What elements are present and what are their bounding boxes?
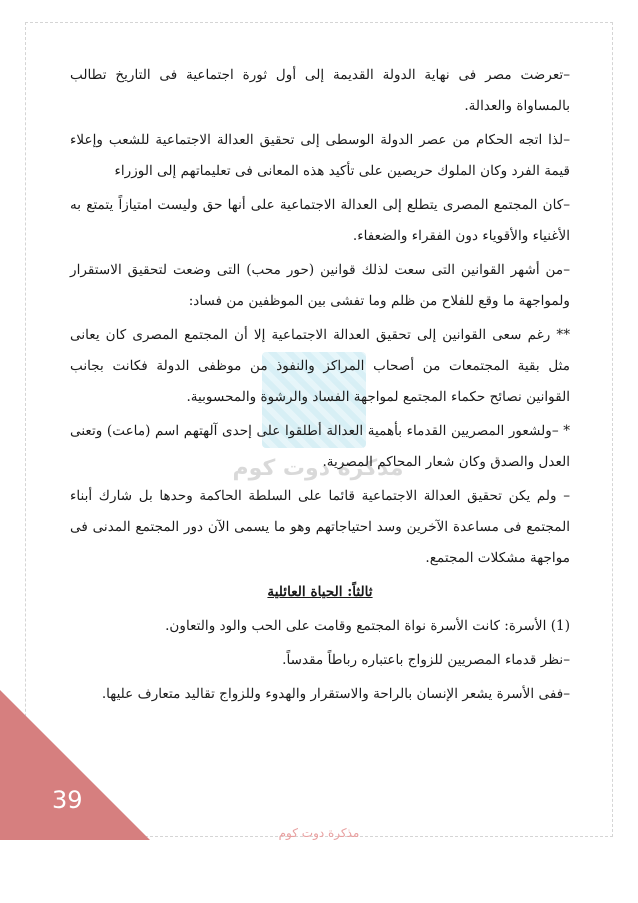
- paragraph: –من أشهر القوانين التى سعت لذلك قوانين (حور محب) التى وضعت لتحقيق الاستقرار ولمواجهة ما وقع للفلاح من ظلم وما تفشى بين الموظفين من فساد:: [70, 262, 570, 309]
- paragraph: –لذا اتجه الحكام من عصر الدولة الوسطى إلى تحقيق العدالة الاجتماعية للشعب وإعلاء قيمة الفرد وكان الملوك حريصين على تأكيد هذه المعانى فى تعليماتهم إلى الوزراء: [70, 132, 570, 179]
- paragraph: –كان المجتمع المصرى يتطلع إلى العدالة الاجتماعية على أنها حق وليست امتيازاً يتمتع به الأغنياء والأقوياء دون الفقراء والضعفاء.: [70, 197, 570, 244]
- paragraph: * –ولشعور المصريين القدماء بأهمية العدالة أطلقوا على إحدى آلهتهم اسم (ماعت) وتعنى العدل والصدق وكان شعار المحاكم المصرية.: [70, 423, 570, 470]
- watermark-text: مذكرة دوت كوم: [232, 456, 404, 481]
- section-heading: ثالثاً: الحياة العائلية: [267, 584, 373, 600]
- page-number: 39: [52, 786, 83, 814]
- family-paragraph: (1) الأسرة: كانت الأسرة نواة المجتمع وقامت على الحب والود والتعاون.: [165, 618, 570, 634]
- paragraph: – ولم يكن تحقيق العدالة الاجتماعية قائما على السلطة الحاكمة وحدها بل شارك أبناء المجتمع فى مساعدة الآخرين وسد احتياجاتهم وهو ما يسمى الآن دور المجتمع المدنى فى مواجهة مشكلات المجتمع.: [70, 488, 570, 566]
- paragraph: ** رغم سعى القوانين إلى تحقيق العدالة الاجتماعية إلا أن المجتمع المصرى كان يعانى مثل بقية المجتمعات من أصحاب المراكز والنفوذ من موظفى الدولة فكانت بجانب القوانين نصائح حكماء المجتمع لمواجهة الفساد والرشوة والمحسوبية.: [70, 327, 570, 405]
- family-paragraph: –ففى الأسرة يشعر الإنسان بالراحة والاستقرار والهدوء وللزواج تقاليد متعارف عليها.: [101, 686, 570, 702]
- footer-text: مذكرة دوت كوم: [278, 826, 360, 840]
- paragraph: –تعرضت مصر فى نهاية الدولة القديمة إلى أول ثورة اجتماعية فى التاريخ تطالب بالمساواة والعدالة.: [70, 67, 570, 114]
- document-body: [70, 60, 570, 713]
- family-paragraph: –نظر قدماء المصريين للزواج باعتباره رباطاً مقدساً.: [282, 652, 570, 668]
